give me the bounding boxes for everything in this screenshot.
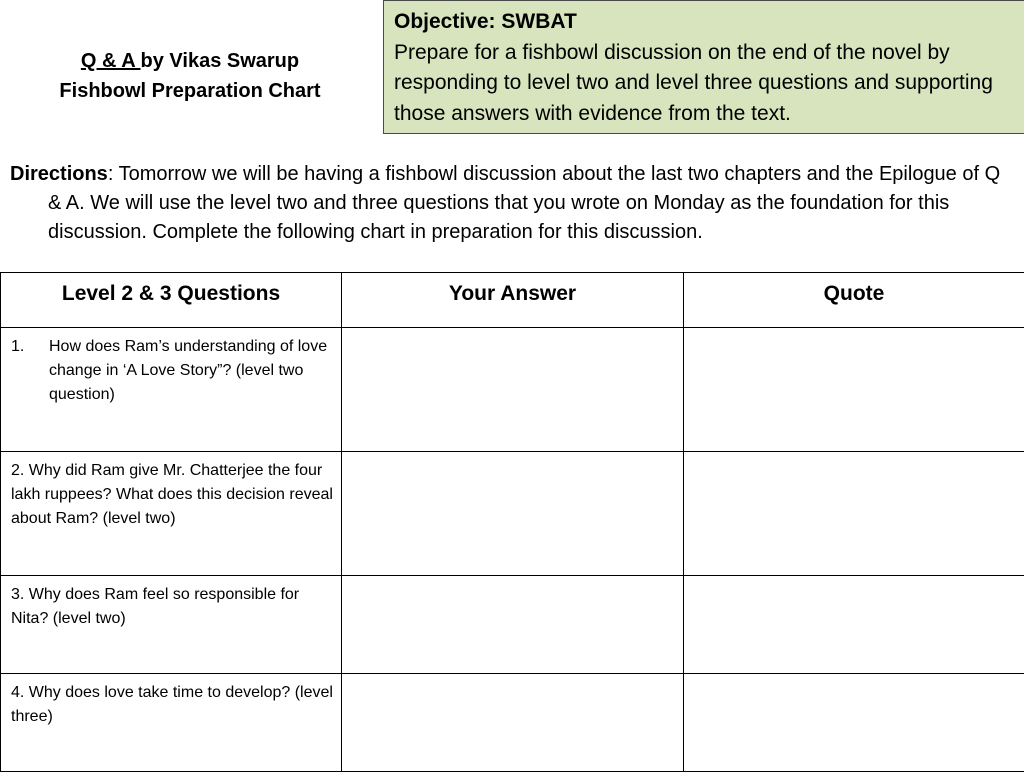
question-cell [1, 674, 342, 772]
quote-cell[interactable] [684, 328, 1024, 452]
objective-text: Prepare for a fishbowl discussion on the end of the novel by responding to level two and level three questions and supporting those answers with evidence from the text. [394, 38, 1016, 130]
preparation-chart-table [0, 272, 1024, 772]
page-subtitle: Fishbowl Preparation Chart [40, 76, 340, 106]
question-cell [1, 328, 342, 452]
question-cell [1, 576, 342, 674]
table-header-row [1, 273, 1024, 328]
quote-cell[interactable] [684, 576, 1024, 674]
header-your-answer: Your Answer [342, 273, 684, 328]
question-text: 3. Why does Ram feel so responsible for Nita? (level two) [11, 586, 299, 627]
table-row [1, 452, 1024, 576]
header-questions: Level 2 & 3 Questions [1, 273, 342, 328]
question-number: 1. [11, 335, 49, 407]
header-quote: Quote [684, 273, 1024, 328]
table-row [1, 328, 1024, 452]
question-text: 4. Why does love take time to develop? (level three) [11, 684, 333, 725]
objective-box [383, 0, 1024, 134]
question-text: How does Ram’s understanding of love change in ‘A Love Story”? (level two question) [49, 335, 335, 407]
directions-text: : Tomorrow we will be having a fishbowl discussion about the last two chapters and the Epilogue of Q & A. We will use the level two and three questions that you wrote on Monday as the foundation for this discussion. Complete the following chart in preparation for this discussion. [48, 163, 1000, 243]
quote-cell[interactable] [684, 452, 1024, 576]
table-row [1, 674, 1024, 772]
title-underlined: Q & A [81, 50, 141, 72]
directions-paragraph [10, 160, 1018, 247]
objective-heading: Objective: SWBAT [394, 7, 1016, 38]
quote-cell[interactable] [684, 674, 1024, 772]
answer-cell[interactable] [342, 452, 684, 576]
table-row [1, 576, 1024, 674]
answer-cell[interactable] [342, 328, 684, 452]
directions-label: Directions [10, 163, 108, 185]
question-cell [1, 452, 342, 576]
answer-cell[interactable] [342, 674, 684, 772]
title-line [40, 46, 340, 76]
question-text: 2. Why did Ram give Mr. Chatterjee the four lakh ruppees? What does this decision reveal about Ram? (level two) [11, 462, 333, 527]
title-rest: by Vikas Swarup [141, 50, 300, 72]
answer-cell[interactable] [342, 576, 684, 674]
page-title [40, 46, 340, 106]
